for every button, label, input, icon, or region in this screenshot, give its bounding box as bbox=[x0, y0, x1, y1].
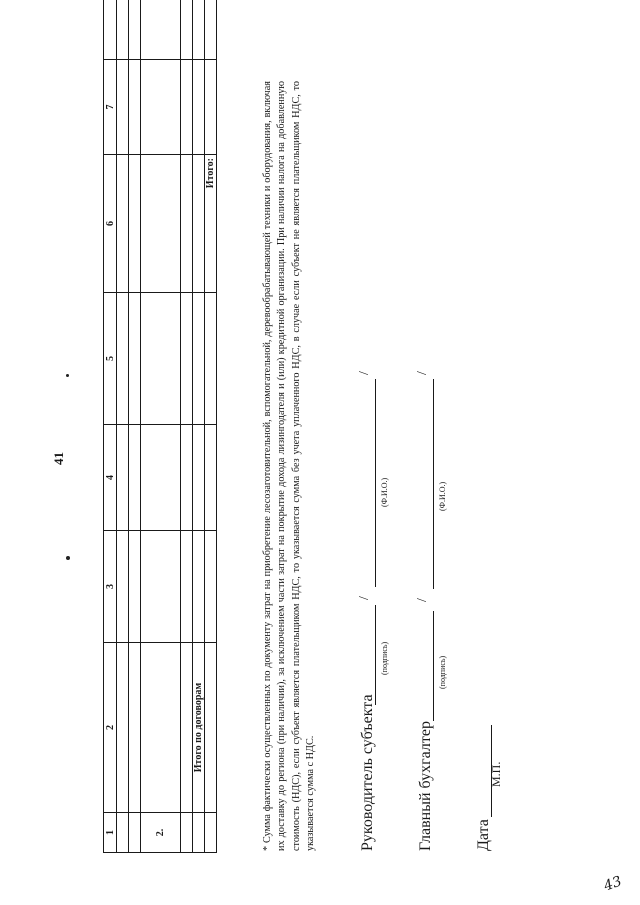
slash: / bbox=[415, 371, 430, 375]
footnote-text: * Сумма фактически осуществленных по документу затрат на приобретение лесозаготовительной, вспомогательной, деревообрабатывающей техники и оборудования, включая их доставку до региона (при наличии), за исключением части затрат на покрытие дохода лизингодателя и (или) кредитной организации. При наличии налога на добавленную стоимость (НДС), если субъект является плательщиком НДС, то указывается сумма без учета уплаченного НДС, в случае если субъект не является плательщиком НДС, то указывается сумма с НДС. bbox=[262, 81, 317, 851]
table-row-total-contracts bbox=[193, 0, 205, 853]
stamp-label: М.П. bbox=[489, 761, 503, 787]
table-row bbox=[129, 0, 141, 853]
signature-caption: (подпись) bbox=[438, 655, 447, 689]
slash: / bbox=[357, 371, 372, 375]
total-label: Итого: bbox=[205, 155, 217, 293]
signature-line bbox=[433, 611, 434, 721]
table-row-total bbox=[205, 0, 217, 853]
column-header: 7 bbox=[104, 60, 117, 155]
table-row bbox=[141, 0, 181, 853]
data-table bbox=[103, 0, 217, 853]
column-header: 2 bbox=[104, 643, 117, 813]
total-by-contracts-label: Итого по договорам bbox=[193, 643, 205, 813]
name-line bbox=[433, 379, 434, 589]
column-header: 4 bbox=[104, 425, 117, 531]
slash: / bbox=[415, 598, 430, 602]
handwritten-page-number: 43 bbox=[601, 873, 625, 895]
table-row bbox=[181, 0, 193, 853]
rotated-document-page bbox=[0, 81, 639, 905]
signature-line bbox=[375, 605, 376, 705]
page-number: 41 bbox=[51, 452, 66, 465]
name-caption: (Ф.И.О.) bbox=[438, 481, 447, 511]
table-row bbox=[117, 0, 129, 853]
table-header-row bbox=[104, 0, 117, 853]
head-signature-label: Руководитель субъекта bbox=[359, 694, 376, 851]
accountant-signature-label: Главный бухгалтер bbox=[417, 721, 434, 851]
row-number: 2. bbox=[141, 813, 181, 853]
signature-caption: (подпись) bbox=[380, 641, 389, 675]
column-header bbox=[104, 0, 117, 60]
column-header: 1 bbox=[104, 813, 117, 853]
column-header: 5 bbox=[104, 293, 117, 425]
column-header: 6 bbox=[104, 155, 117, 293]
date-label: Дата bbox=[475, 819, 492, 851]
slash: / bbox=[357, 596, 372, 600]
column-header: 3 bbox=[104, 531, 117, 643]
name-line bbox=[375, 379, 376, 587]
name-caption: (Ф.И.О.) bbox=[380, 477, 389, 507]
